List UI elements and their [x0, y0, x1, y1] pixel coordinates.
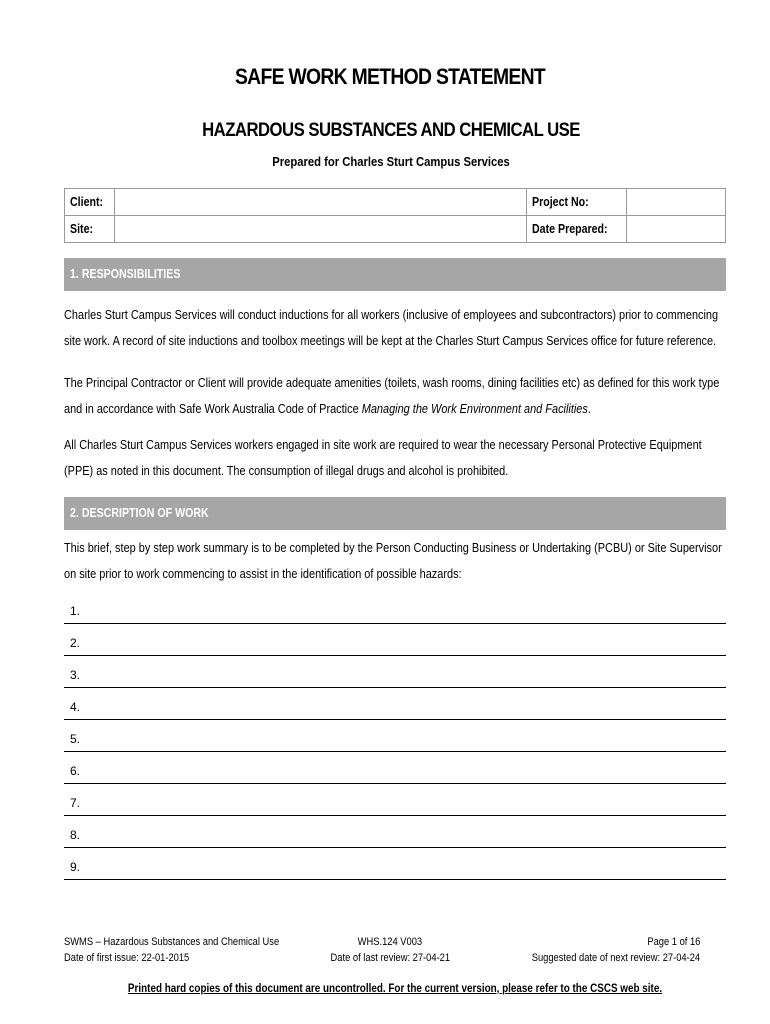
- footer-left: SWMS – Hazardous Substances and Chemical Use Date of first issue: 22-01-2015: [64, 936, 280, 964]
- code-of-practice-title: Managing the Work Environment and Facilities: [361, 402, 588, 416]
- work-step-line[interactable]: 6.: [64, 754, 726, 784]
- section-heading-description-of-work: 2. DESCRIPTION OF WORK: [64, 497, 726, 530]
- site-field[interactable]: [114, 216, 526, 243]
- uncontrolled-copy-disclaimer: Printed hard copies of this document are uncontrolled. For the current version, please refer to the CSCS web site.: [127, 983, 663, 995]
- date-prepared-field[interactable]: [627, 216, 726, 243]
- project-no-field[interactable]: [627, 189, 726, 216]
- work-step-line[interactable]: 9.: [64, 850, 726, 880]
- work-step-line[interactable]: 2.: [64, 626, 726, 656]
- project-no-label: Project No:: [527, 189, 627, 216]
- client-label: Client:: [65, 189, 115, 216]
- info-table: [64, 188, 726, 243]
- work-step-line[interactable]: 1.: [64, 594, 726, 624]
- footer-right: Page 1 of 16 Suggested date of next review: 27-04-24: [531, 936, 700, 964]
- client-field[interactable]: [114, 189, 526, 216]
- work-step-line[interactable]: 7.: [64, 786, 726, 816]
- document-title: SAFE WORK METHOD STATEMENT: [234, 64, 546, 89]
- work-step-line[interactable]: 3.: [64, 658, 726, 688]
- footer-center: WHS.124 V003 Date of last review: 27-04-21: [330, 936, 450, 964]
- work-step-line[interactable]: 4.: [64, 690, 726, 720]
- site-label: Site:: [65, 216, 115, 243]
- work-step-line[interactable]: 8.: [64, 818, 726, 848]
- date-prepared-label: Date Prepared:: [527, 216, 627, 243]
- responsibilities-paragraph-1: Charles Sturt Campus Services will conduct inductions for all workers (inclusive of employees and subcontractors) prior to commencing site work. A record of site inductions and toolbox meetings will be kept at the Charles Sturt Campus Services office for future reference.: [64, 308, 719, 348]
- document-subtitle: HAZARDOUS SUBSTANCES AND CHEMICAL USE: [202, 120, 580, 141]
- prepared-for: Prepared for Charles Sturt Campus Services: [272, 155, 510, 169]
- description-intro: This brief, step by step work summary is to be completed by the Person Conducting Business or Undertaking (PCBU) or Site Supervisor on site prior to work commencing to assist in the identification of possible hazards:: [64, 541, 722, 581]
- responsibilities-paragraph-3: All Charles Sturt Campus Services workers engaged in site work are required to wear the necessary Personal Protective Equipment (PPE) as noted in this document. The consumption of illegal drugs and alcohol is prohibited.: [64, 438, 702, 478]
- responsibilities-paragraph-2: The Principal Contractor or Client will provide adequate amenities (toilets, wash rooms, dining facilities etc) as defined for this work type and in accordance with Safe Work Australia Code of Practice Managing the Work Environment and Facilities.: [64, 376, 720, 416]
- work-step-line[interactable]: 5.: [64, 722, 726, 752]
- section-heading-responsibilities: 1. RESPONSIBILITIES: [64, 258, 726, 291]
